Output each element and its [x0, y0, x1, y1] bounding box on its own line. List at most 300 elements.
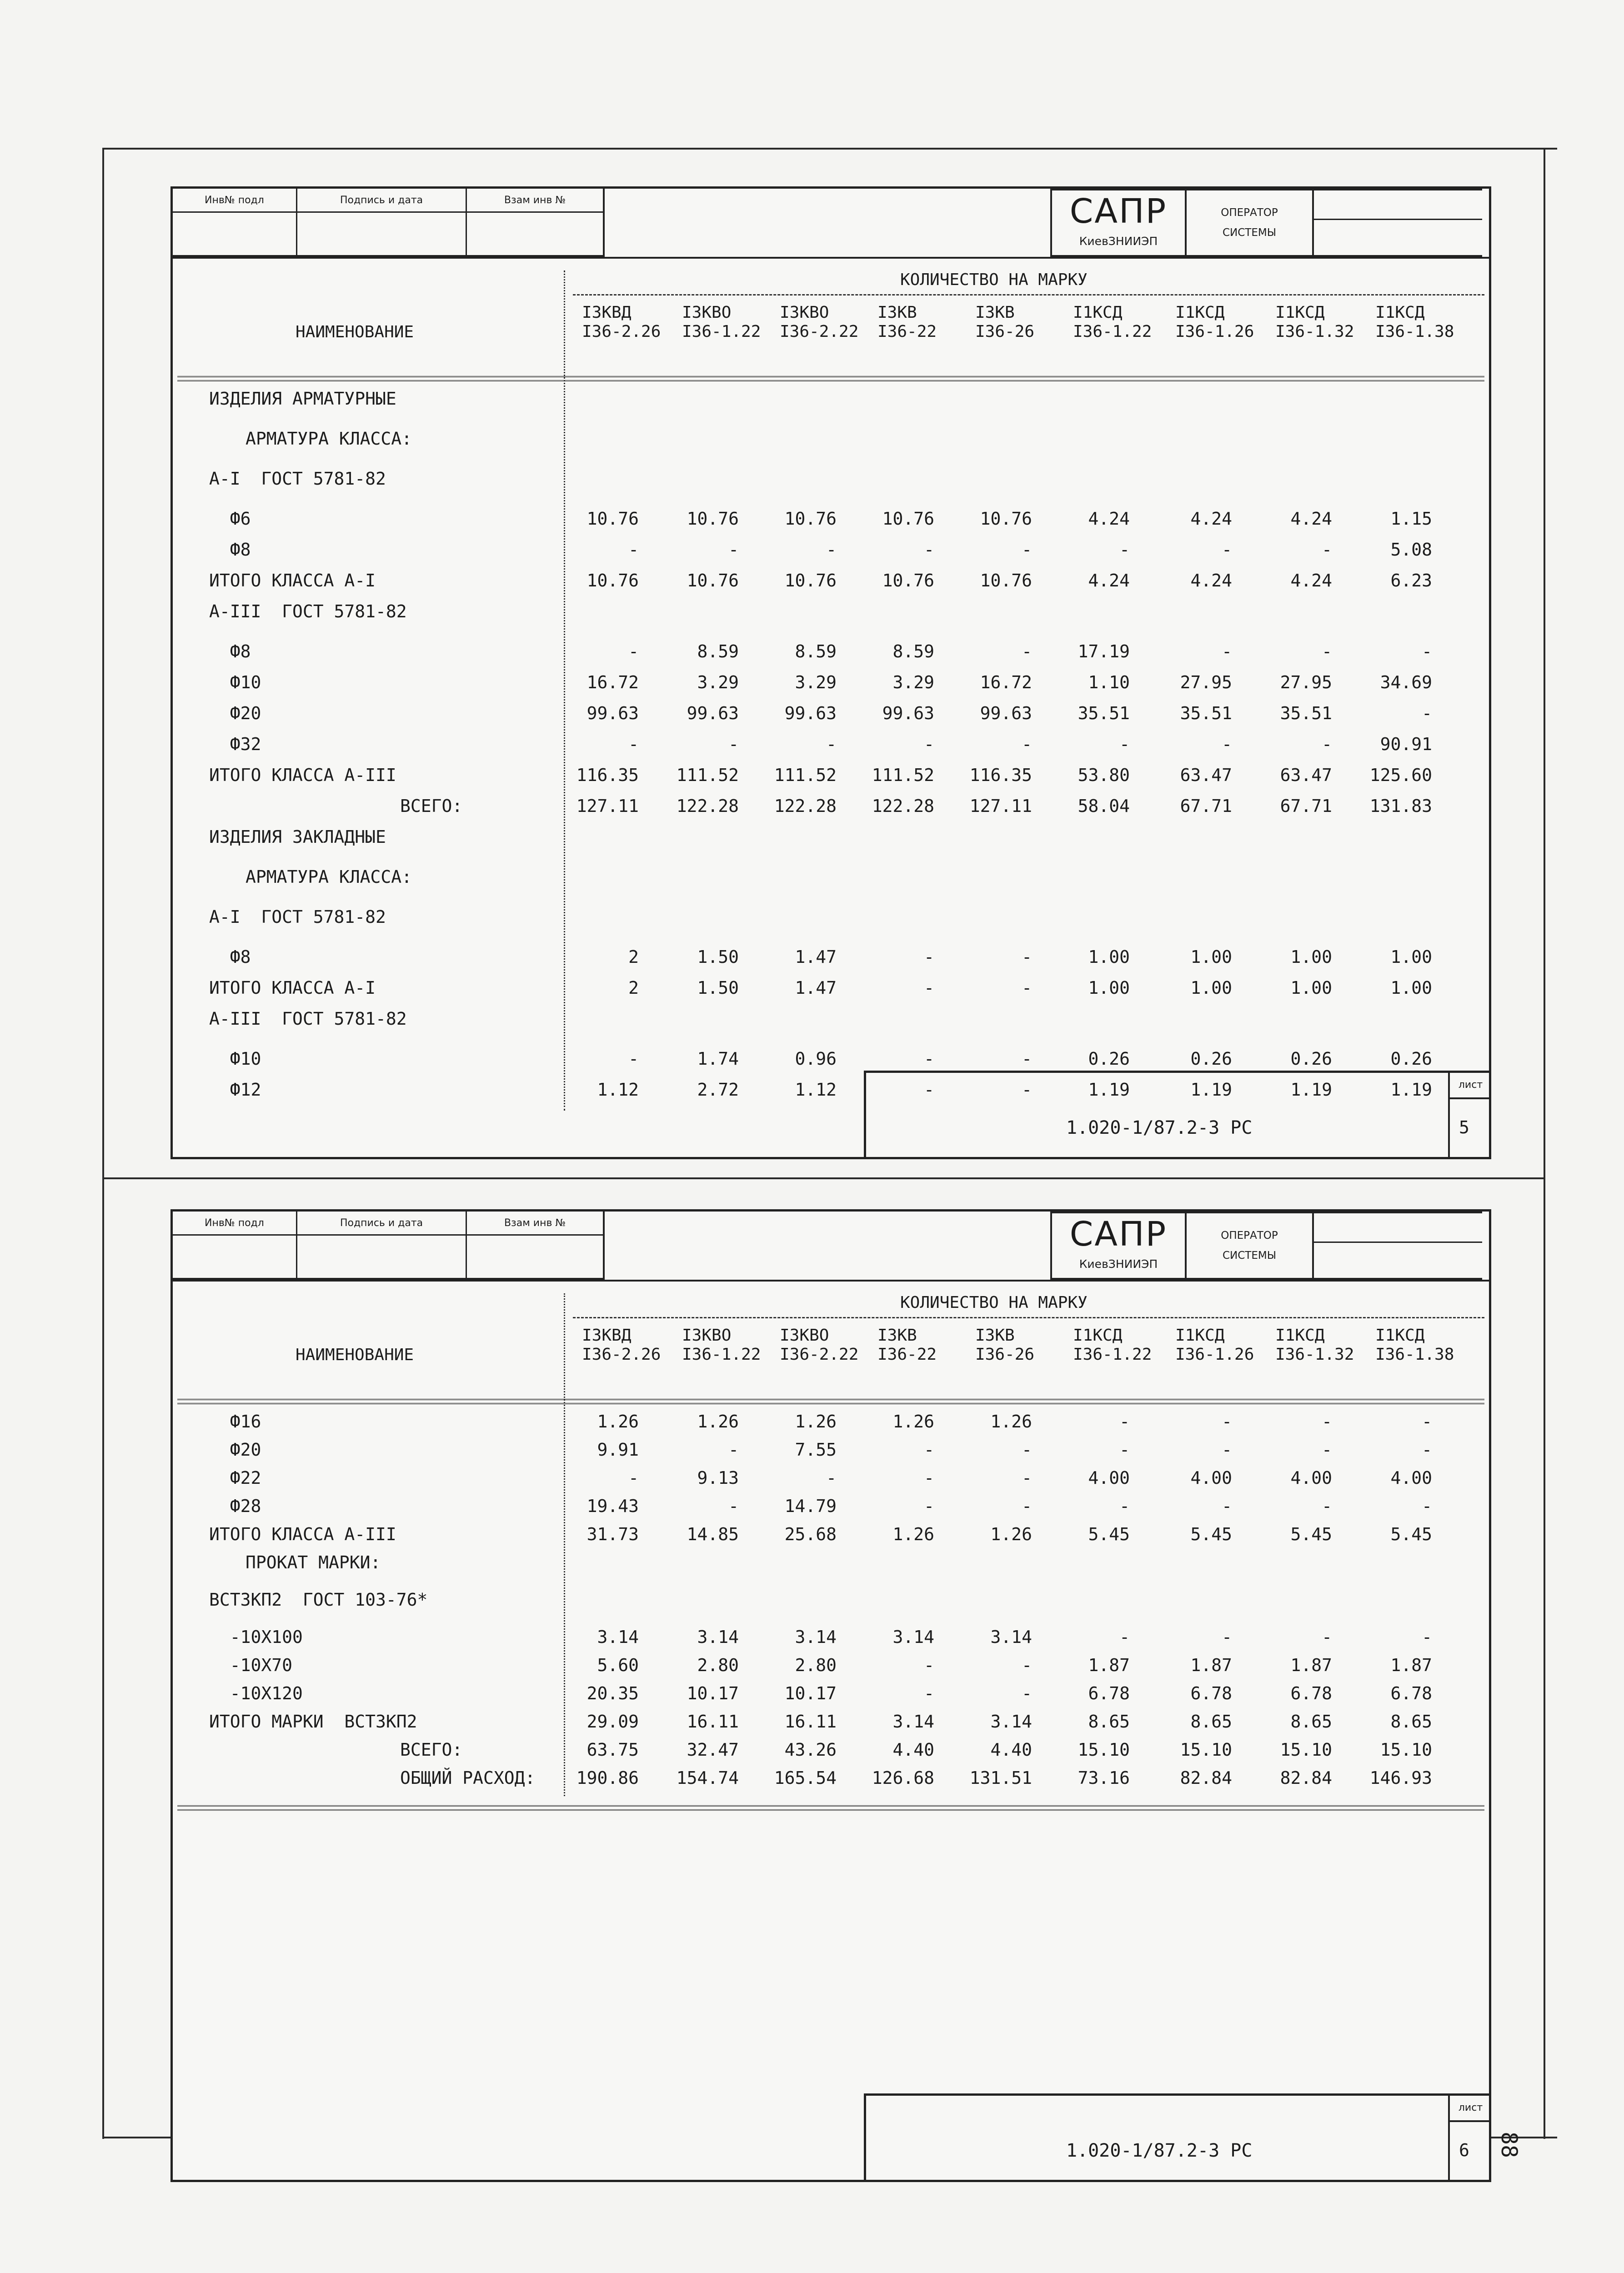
cell-value: 111.52 [676, 765, 739, 785]
cell-value: 16.72 [980, 672, 1032, 692]
cell-value: 5.60 [597, 1655, 639, 1675]
cell-value: 8.65 [1290, 1712, 1332, 1732]
cell-value: - [1119, 1627, 1130, 1647]
cell-value: 1.74 [697, 1049, 739, 1069]
cell-value: 10.76 [784, 509, 837, 529]
cell-value: 1.26 [892, 1524, 934, 1544]
cell-value: 10.17 [687, 1683, 739, 1703]
page-number: 88 [1496, 2132, 1522, 2158]
cell-value: 8.65 [1390, 1712, 1432, 1732]
sheet-label: лист [1448, 1073, 1491, 1099]
row-label: Ф28 [209, 1496, 261, 1516]
sheet-5 [170, 186, 1491, 1159]
column-header-9: I1КСД I36-1.38 [1375, 1326, 1454, 1364]
header-dashed-rule [573, 294, 1484, 295]
cell-value: 63.75 [586, 1740, 639, 1760]
sapr-logo-block [1050, 189, 1482, 257]
row-label: ИЗДЕЛИЯ ЗАКЛАДНЫЕ [209, 827, 386, 847]
cell-value: 122.28 [872, 796, 934, 816]
cell-value: 8.59 [892, 641, 934, 661]
cell-value: 25.68 [784, 1524, 837, 1544]
row-label: -10Х70 [209, 1655, 293, 1675]
cell-value: 125.60 [1369, 765, 1432, 785]
cell-value: 1.00 [1088, 978, 1130, 998]
cell-value: 27.95 [1180, 672, 1232, 692]
cell-value: 116.35 [576, 765, 639, 785]
cell-value: 1.50 [697, 947, 739, 967]
row-label: Ф20 [209, 703, 261, 723]
row-label: ВСЕГО: [400, 796, 463, 816]
cell-value: 3.14 [990, 1712, 1032, 1732]
cell-value: 10.76 [980, 509, 1032, 529]
cell-value: 99.63 [980, 703, 1032, 723]
cell-value: - [826, 1468, 837, 1488]
cell-value: 15.10 [1280, 1740, 1332, 1760]
cell-value: 8.65 [1088, 1712, 1130, 1732]
cell-value: - [1222, 641, 1232, 661]
row-label: ВСТ3КП2 ГОСТ 103-76* [209, 1590, 428, 1610]
cell-value: 1.00 [1290, 947, 1332, 967]
cell-value: 1.19 [1088, 1080, 1130, 1100]
sheet-number: 5 [1448, 1099, 1491, 1157]
sapr-logo: САПР [1069, 192, 1168, 231]
column-header-6: I1КСД I36-1.22 [1073, 1326, 1152, 1364]
cell-value: 6.78 [1290, 1683, 1332, 1703]
system-label: СИСТЕМЫ [1222, 227, 1277, 239]
cell-value: 16.11 [687, 1712, 739, 1732]
row-label: ИТОГО КЛАССА А-I [209, 978, 376, 998]
cell-value: 2.80 [697, 1655, 739, 1675]
cell-value: - [924, 1496, 934, 1516]
row-label: ОБЩИЙ РАСХОД: [400, 1768, 536, 1788]
approval-stamp [173, 189, 605, 257]
cell-value: 15.10 [1078, 1740, 1130, 1760]
column-header-4: I3КВ I36-22 [877, 303, 937, 341]
cell-value: 0.96 [795, 1049, 837, 1069]
sapr-logo: САПР [1069, 1215, 1168, 1254]
cell-value: - [1322, 641, 1332, 661]
cell-value: - [1022, 1683, 1032, 1703]
outer-frame-right [1544, 148, 1545, 2139]
cell-value: - [1422, 641, 1432, 661]
cell-value: - [628, 1468, 639, 1488]
cell-value: 32.47 [687, 1740, 739, 1760]
cell-value: - [1119, 734, 1130, 754]
column-header-7: I1КСД I36-1.26 [1175, 1326, 1254, 1364]
column-header-name: НАИМЕНОВАНИЕ [296, 1346, 414, 1364]
cell-value: 67.71 [1280, 796, 1332, 816]
cell-value: 67.71 [1180, 796, 1232, 816]
stamp-replace-label: Взам инв № [504, 1217, 566, 1229]
operator-label: ОПЕРАТОР [1221, 1230, 1278, 1242]
cell-value: 10.76 [586, 571, 639, 591]
cell-value: 154.74 [676, 1768, 739, 1788]
cell-value: 10.17 [784, 1683, 837, 1703]
cell-value: 1.00 [1190, 978, 1232, 998]
cell-value: 1.26 [597, 1412, 639, 1432]
cell-value: 131.51 [969, 1768, 1032, 1788]
cell-value: - [924, 540, 934, 560]
cell-value: 1.00 [1190, 947, 1232, 967]
row-label: Ф6 [209, 509, 251, 529]
row-label: ИТОГО КЛАССА А-III [209, 765, 396, 785]
cell-value: - [628, 641, 639, 661]
cell-value: - [628, 734, 639, 754]
cell-value: 5.45 [1088, 1524, 1130, 1544]
header-dashed-rule [573, 1317, 1484, 1318]
cell-value: - [924, 1049, 934, 1069]
row-label: ВСЕГО: [400, 1740, 463, 1760]
cell-value: 35.51 [1280, 703, 1332, 723]
cell-value: 1.12 [597, 1080, 639, 1100]
column-header-9: I1КСД I36-1.38 [1375, 303, 1454, 341]
cell-value: - [1022, 1468, 1032, 1488]
cell-value: 10.76 [586, 509, 639, 529]
outer-frame-top [102, 148, 1557, 150]
cell-value: 1.87 [1390, 1655, 1432, 1675]
cell-value: - [728, 540, 739, 560]
cell-value: 31.73 [586, 1524, 639, 1544]
column-header-7: I1КСД I36-1.26 [1175, 303, 1254, 341]
cell-value: - [1022, 1049, 1032, 1069]
cell-value: 19.43 [586, 1496, 639, 1516]
cell-value: 1.19 [1290, 1080, 1332, 1100]
cell-value: - [924, 947, 934, 967]
column-header-1: I3КВД I36-2.26 [582, 303, 661, 341]
column-header-4: I3КВ I36-22 [877, 1326, 937, 1364]
column-header-8: I1КСД I36-1.32 [1275, 1326, 1354, 1364]
system-label: СИСТЕМЫ [1222, 1250, 1277, 1262]
cell-value: 99.63 [687, 703, 739, 723]
cell-value: 90.91 [1380, 734, 1432, 754]
cell-value: - [1422, 1412, 1432, 1432]
cell-value: 82.84 [1280, 1768, 1332, 1788]
cell-value: 0.26 [1088, 1049, 1130, 1069]
cell-value: - [728, 1440, 739, 1460]
cell-value: 1.47 [795, 947, 837, 967]
cell-value: - [1222, 734, 1232, 754]
cell-value: - [924, 1080, 934, 1100]
cell-value: 165.54 [774, 1768, 837, 1788]
column-header-quantity: КОЛИЧЕСТВО НА МАРКУ [900, 1293, 1088, 1312]
cell-value: - [1322, 1627, 1332, 1647]
sapr-logo-block [1050, 1212, 1482, 1280]
row-label: А-III ГОСТ 5781-82 [209, 1009, 407, 1029]
row-label: ИТОГО МАРКИ ВСТ3КП2 [209, 1712, 417, 1732]
cell-value: - [924, 734, 934, 754]
cell-value: - [628, 1049, 639, 1069]
row-label: ИЗДЕЛИЯ АРМАТУРНЫЕ [209, 389, 396, 409]
cell-value: - [1119, 540, 1130, 560]
cell-value: 14.85 [687, 1524, 739, 1544]
cell-value: 63.47 [1280, 765, 1332, 785]
cell-value: 10.76 [687, 509, 739, 529]
row-label: А-I ГОСТ 5781-82 [209, 907, 386, 927]
cell-value: 131.83 [1369, 796, 1432, 816]
row-label: Ф32 [209, 734, 261, 754]
row-label: ПРОКАТ МАРКИ: [246, 1552, 381, 1572]
cell-value: 29.09 [586, 1712, 639, 1732]
cell-value: - [1022, 540, 1032, 560]
row-label: Ф16 [209, 1412, 261, 1432]
cell-value: - [1119, 1440, 1130, 1460]
cell-value: 1.26 [892, 1412, 934, 1432]
column-header-2: I3КВО I36-1.22 [682, 1326, 761, 1364]
cell-value: 1.19 [1190, 1080, 1232, 1100]
sapr-org: КиевЗНИИЭП [1079, 235, 1158, 248]
document-code: 1.020-1/87.2-3 РС [1066, 2140, 1253, 2161]
cell-value: 73.16 [1078, 1768, 1130, 1788]
column-header-8: I1КСД I36-1.32 [1275, 303, 1354, 341]
approval-stamp [173, 1212, 605, 1280]
cell-value: 146.93 [1369, 1768, 1432, 1788]
cell-value: 10.76 [882, 509, 934, 529]
cell-value: 8.65 [1190, 1712, 1232, 1732]
cell-value: 9.13 [697, 1468, 739, 1488]
sheet-label: лист [1448, 2096, 1491, 2122]
cell-value: 1.87 [1088, 1655, 1130, 1675]
column-header-3: I3КВО I36-2.22 [780, 303, 859, 341]
cell-value: - [1422, 1496, 1432, 1516]
cell-value: 10.76 [784, 571, 837, 591]
cell-value: 4.24 [1190, 571, 1232, 591]
cell-value: 43.26 [784, 1740, 837, 1760]
operator-label: ОПЕРАТОР [1221, 207, 1278, 219]
title-block [864, 2093, 1491, 2180]
cell-value: - [1022, 641, 1032, 661]
cell-value: - [1322, 734, 1332, 754]
cell-value: 3.29 [697, 672, 739, 692]
cell-value: 4.00 [1390, 1468, 1432, 1488]
cell-value: 4.40 [990, 1740, 1032, 1760]
cell-value: 2 [628, 947, 639, 967]
column-header-6: I1КСД I36-1.22 [1073, 303, 1152, 341]
cell-value: 1.47 [795, 978, 837, 998]
cell-value: 3.14 [697, 1627, 739, 1647]
cell-value: - [1222, 1627, 1232, 1647]
cell-value: 4.24 [1190, 509, 1232, 529]
column-header-quantity: КОЛИЧЕСТВО НА МАРКУ [900, 270, 1088, 289]
cell-value: 4.24 [1290, 571, 1332, 591]
cell-value: - [628, 540, 639, 560]
cell-value: 20.35 [586, 1683, 639, 1703]
document-code: 1.020-1/87.2-3 РС [1066, 1117, 1253, 1138]
outer-frame-left [102, 148, 104, 2139]
cell-value: 2.72 [697, 1080, 739, 1100]
cell-value: - [1422, 703, 1432, 723]
cell-value: - [1022, 1655, 1032, 1675]
cell-value: 1.26 [990, 1524, 1032, 1544]
row-label: Ф8 [209, 641, 251, 661]
cell-value: 0.26 [1190, 1049, 1232, 1069]
cell-value: - [826, 734, 837, 754]
cell-value: 5.08 [1390, 540, 1432, 560]
cell-value: 10.76 [687, 571, 739, 591]
column-header-5: I3КВ I36-26 [975, 303, 1035, 341]
cell-value: 15.10 [1180, 1740, 1232, 1760]
cell-value: 0.26 [1290, 1049, 1332, 1069]
stamp-sign-label: Подпись и дата [297, 189, 467, 211]
cell-value: - [1322, 540, 1332, 560]
cell-value: 3.14 [892, 1627, 934, 1647]
cell-value: 4.40 [892, 1740, 934, 1760]
cell-value: 116.35 [969, 765, 1032, 785]
cell-value: 15.10 [1380, 1740, 1432, 1760]
cell-value: - [1322, 1412, 1332, 1432]
cell-value: 3.14 [795, 1627, 837, 1647]
cell-value: 5.45 [1290, 1524, 1332, 1544]
row-label: А-III ГОСТ 5781-82 [209, 601, 407, 621]
sheet-number: 6 [1448, 2122, 1491, 2180]
footer-double-rule [177, 1805, 1484, 1811]
column-header-name: НАИМЕНОВАНИЕ [296, 323, 414, 341]
cell-value: 122.28 [676, 796, 739, 816]
cell-value: 122.28 [774, 796, 837, 816]
cell-value: - [1022, 1440, 1032, 1460]
sapr-org: КиевЗНИИЭП [1079, 1257, 1158, 1271]
cell-value: 126.68 [872, 1768, 934, 1788]
cell-value: 34.69 [1380, 672, 1432, 692]
cell-value: 99.63 [586, 703, 639, 723]
column-header-5: I3КВ I36-26 [975, 1326, 1035, 1364]
cell-value: 1.26 [990, 1412, 1032, 1432]
cell-value: - [1222, 1440, 1232, 1460]
header-double-rule [177, 1399, 1484, 1404]
row-label: Ф10 [209, 1049, 261, 1069]
cell-value: - [1222, 1412, 1232, 1432]
cell-value: 4.00 [1290, 1468, 1332, 1488]
cell-value: 58.04 [1078, 796, 1130, 816]
cell-value: 5.45 [1190, 1524, 1232, 1544]
cell-value: - [1422, 1627, 1432, 1647]
cell-value: 2.80 [795, 1655, 837, 1675]
row-label: Ф12 [209, 1080, 261, 1100]
cell-value: - [1022, 978, 1032, 998]
cell-value: 8.59 [697, 641, 739, 661]
cell-value: - [1322, 1496, 1332, 1516]
cell-value: 3.14 [597, 1627, 639, 1647]
row-label: Ф8 [209, 947, 251, 967]
stamp-inv-label: Инв№ подл [173, 189, 297, 211]
cell-value: 1.87 [1290, 1655, 1332, 1675]
cell-value: 99.63 [784, 703, 837, 723]
row-label: -10Х120 [209, 1683, 303, 1703]
column-separator [564, 1293, 566, 1796]
cell-value: 1.12 [795, 1080, 837, 1100]
title-block [864, 1071, 1491, 1157]
cell-value: 7.55 [795, 1440, 837, 1460]
row-label: Ф22 [209, 1468, 261, 1488]
cell-value: 4.24 [1088, 509, 1130, 529]
row-label: Ф8 [209, 540, 251, 560]
row-label: АРМАТУРА КЛАССА: [246, 429, 412, 449]
cell-value: 4.24 [1088, 571, 1130, 591]
cell-value: 10.76 [980, 571, 1032, 591]
cell-value: - [728, 734, 739, 754]
cell-value: 3.29 [892, 672, 934, 692]
cell-value: 1.19 [1390, 1080, 1432, 1100]
cell-value: 63.47 [1180, 765, 1232, 785]
cell-value: 35.51 [1180, 703, 1232, 723]
column-header-2: I3КВО I36-1.22 [682, 303, 761, 341]
cell-value: 6.78 [1390, 1683, 1432, 1703]
row-label: -10Х100 [209, 1627, 303, 1647]
cell-value: 4.00 [1088, 1468, 1130, 1488]
frame-divider [102, 1177, 1544, 1179]
cell-value: 127.11 [969, 796, 1032, 816]
row-label: Ф10 [209, 672, 261, 692]
cell-value: 190.86 [576, 1768, 639, 1788]
cell-value: 2 [628, 978, 639, 998]
cell-value: 5.45 [1390, 1524, 1432, 1544]
cell-value: 3.14 [990, 1627, 1032, 1647]
row-label: Ф20 [209, 1440, 261, 1460]
row-label: ИТОГО КЛАССА А-III [209, 1524, 396, 1544]
cell-value: 4.24 [1290, 509, 1332, 529]
cell-value: - [924, 1683, 934, 1703]
column-separator [564, 270, 566, 1111]
column-header-1: I3КВД I36-2.26 [582, 1326, 661, 1364]
cell-value: - [924, 1655, 934, 1675]
cell-value: - [924, 978, 934, 998]
cell-value: 1.00 [1290, 978, 1332, 998]
stamp-inv-label: Инв№ подл [173, 1212, 297, 1234]
cell-value: 111.52 [774, 765, 837, 785]
row-label: ИТОГО КЛАССА А-I [209, 571, 376, 591]
column-header-3: I3КВО I36-2.22 [780, 1326, 859, 1364]
cell-value: - [924, 1468, 934, 1488]
cell-value: 0.26 [1390, 1049, 1432, 1069]
cell-value: - [1119, 1412, 1130, 1432]
cell-value: 1.50 [697, 978, 739, 998]
cell-value: 1.00 [1390, 978, 1432, 998]
cell-value: 16.11 [784, 1712, 837, 1732]
cell-value: 8.59 [795, 641, 837, 661]
cell-value: - [1022, 734, 1032, 754]
cell-value: 1.26 [795, 1412, 837, 1432]
cell-value: 6.78 [1190, 1683, 1232, 1703]
cell-value: 6.23 [1390, 571, 1432, 591]
cell-value: - [1022, 1496, 1032, 1516]
cell-value: 1.10 [1088, 672, 1130, 692]
cell-value: - [1222, 540, 1232, 560]
cell-value: 1.15 [1390, 509, 1432, 529]
cell-value: 27.95 [1280, 672, 1332, 692]
cell-value: 3.29 [795, 672, 837, 692]
stamp-sign-label: Подпись и дата [297, 1212, 467, 1234]
row-label: АРМАТУРА КЛАССА: [246, 867, 412, 887]
cell-value: 82.84 [1180, 1768, 1232, 1788]
cell-value: - [1022, 1080, 1032, 1100]
cell-value: - [924, 1440, 934, 1460]
sheet-6 [170, 1209, 1491, 2182]
cell-value: 99.63 [882, 703, 934, 723]
cell-value: 16.72 [586, 672, 639, 692]
row-label: А-I ГОСТ 5781-82 [209, 469, 386, 489]
cell-value: 53.80 [1078, 765, 1130, 785]
stamp-replace-label: Взам инв № [504, 194, 566, 206]
cell-value: 10.76 [882, 571, 934, 591]
cell-value: 1.00 [1390, 947, 1432, 967]
cell-value: 4.00 [1190, 1468, 1232, 1488]
cell-value: 1.00 [1088, 947, 1130, 967]
header-double-rule [177, 376, 1484, 381]
cell-value: - [1322, 1440, 1332, 1460]
cell-value: 14.79 [784, 1496, 837, 1516]
cell-value: 35.51 [1078, 703, 1130, 723]
cell-value: - [1422, 1440, 1432, 1460]
cell-value: 1.87 [1190, 1655, 1232, 1675]
